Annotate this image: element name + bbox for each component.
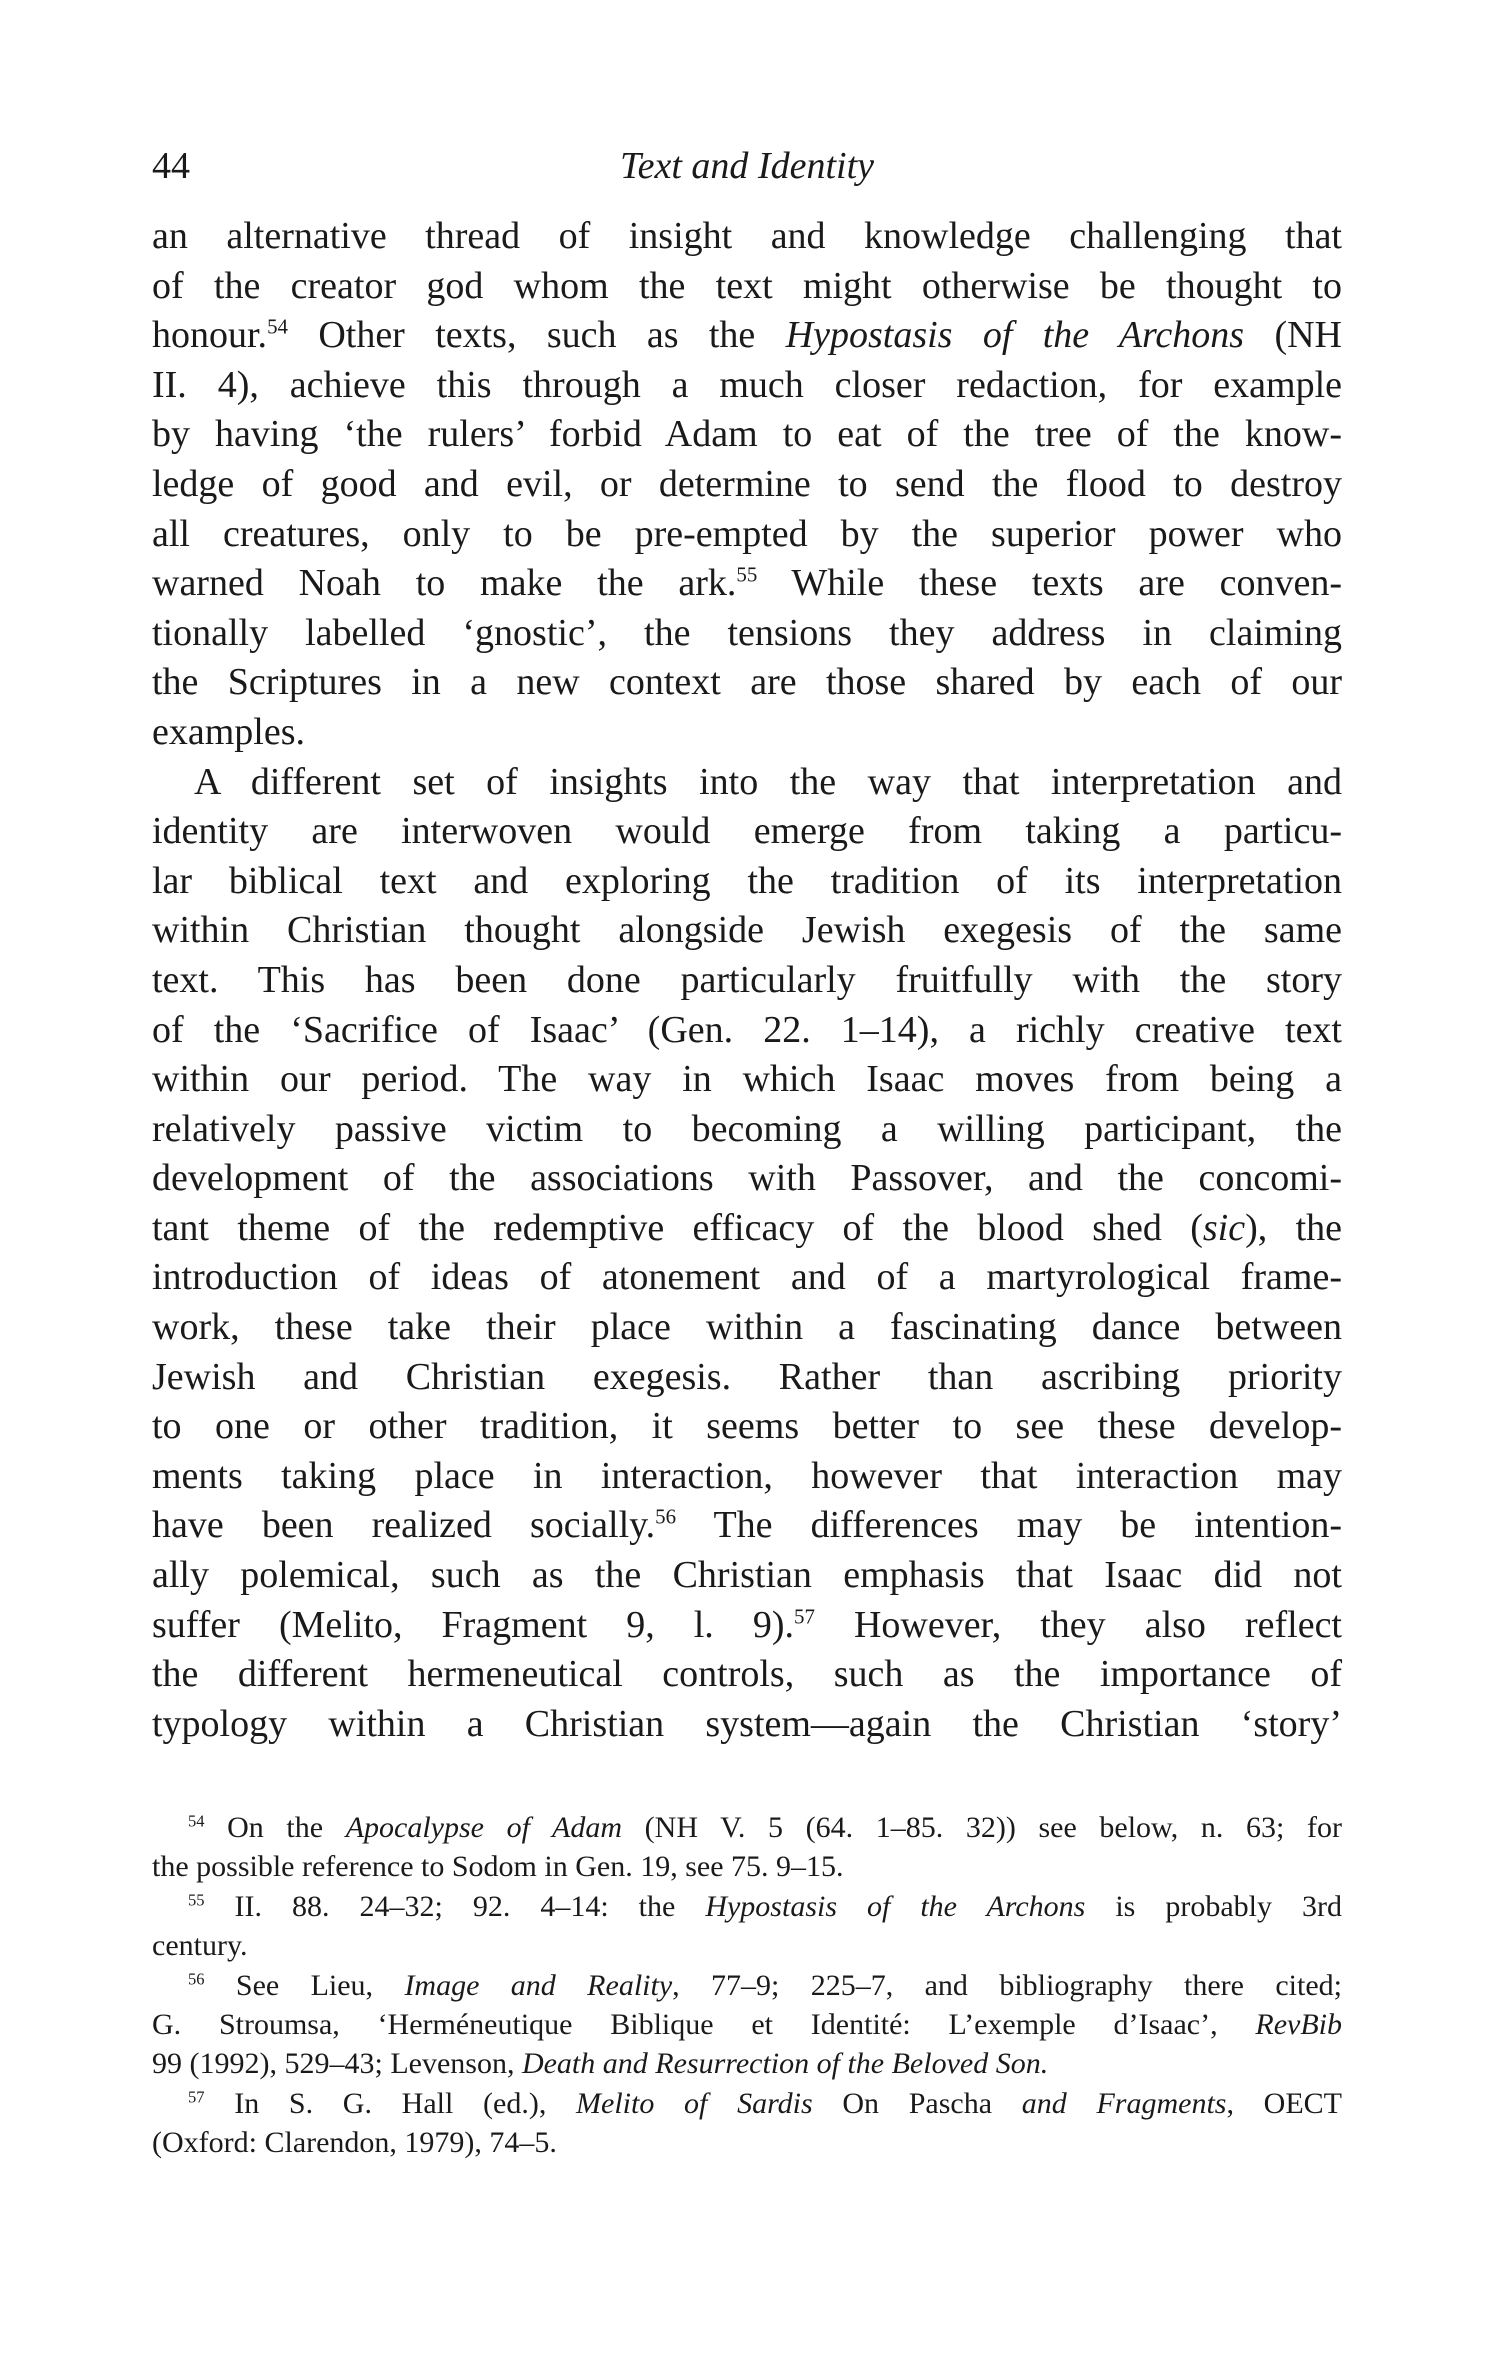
- text-line: of the creator god whom the text might otherwise be thought to: [152, 264, 1342, 307]
- text-line: within Christian thought alongside Jewish exegesis of the same: [152, 909, 1342, 952]
- footnotes: [152, 1808, 1342, 2163]
- text-line: work, these take their place within a fascinating dance between: [152, 1306, 1342, 1349]
- body-text: [152, 212, 1342, 1749]
- text-line: within our period. The way in which Isaac moves from being a: [152, 1058, 1342, 1101]
- text-line: identity are interwoven would emerge from taking a particu-: [152, 810, 1342, 853]
- footnote-55: $^{55}$ II. 88. 24–32; 92. 4–14: the Hypostasis of the Archons is probably 3rd century.: [152, 1889, 1342, 1963]
- running-head: [152, 142, 1342, 190]
- footnote-56: $^{56}$ See Lieu, Image and Reality, 77–9; 225–7, and bibliography there cited; G. Stroumsa, ‘Herméneutique Biblique et Identité: L’exemple d’Isaac’, RevBib 99 (1992), 529–43; Levenson, Death and Resurrection of the Beloved Son.: [152, 1968, 1342, 2081]
- footnote-number: 54: [188, 1811, 205, 1831]
- text-line: all creatures, only to be pre-empted by the superior power who: [152, 512, 1342, 555]
- text-line: ledge of good and evil, or determine to send the flood to destroy: [152, 462, 1342, 505]
- text-line: have been realized socially.$^{56}$ The differences may be intention-: [152, 1504, 1342, 1547]
- text-line: to one or other tradition, it seems better to see these develop-: [152, 1405, 1342, 1448]
- text-line: warned Noah to make the ark.$^{55}$ While these texts are conven-: [152, 562, 1342, 605]
- footnote-ref-56[interactable]: 56: [655, 1504, 677, 1529]
- footnote-ref-57[interactable]: 57: [794, 1604, 815, 1629]
- text-line: typology within a Christian system—again the Christian ‘story’: [152, 1702, 1342, 1745]
- footnote-57: $^{57}$ In S. G. Hall (ed.), Melito of Sardis On Pascha and Fragments, OECT (Oxford: Clarendon, 1979), 74–5.: [152, 2086, 1342, 2160]
- text-line: an alternative thread of insight and knowledge challenging that: [152, 215, 1342, 257]
- footnote-number: 56: [188, 1968, 205, 1988]
- text-line: examples.: [152, 710, 306, 753]
- page-number: 44: [152, 145, 190, 187]
- footnote-ref-54[interactable]: 54: [267, 314, 288, 339]
- text-line: Jewish and Christian exegesis. Rather than ascribing priority: [152, 1355, 1342, 1398]
- text-line: of the ‘Sacrifice of Isaac’ (Gen. 22. 1–14), a richly creative text: [152, 1008, 1342, 1051]
- text-line: honour.$^{54}$ Other texts, such as the Hypostasis of the Archons (NH: [152, 314, 1342, 357]
- text-line: the different hermeneutical controls, such as the importance of: [152, 1653, 1342, 1696]
- text-line: ally polemical, such as the Christian emphasis that Isaac did not: [152, 1554, 1342, 1597]
- footnote-number: 57: [188, 2087, 205, 2107]
- text-line: introduction of ideas of atonement and of a martyrological frame-: [152, 1256, 1342, 1299]
- footnote-number: 55: [188, 1890, 205, 1910]
- paragraph-start: A different set of insights into the way that interpretation and: [194, 760, 1342, 803]
- text-line: development of the associations with Passover, and the concomi-: [152, 1157, 1342, 1200]
- text-line: relatively passive victim to becoming a willing participant, the: [152, 1107, 1342, 1150]
- running-title: Text and Identity: [620, 145, 874, 187]
- text-line: by having ‘the rulers’ forbid Adam to eat of the tree of the know-: [152, 413, 1342, 456]
- text-line: tionally labelled ‘gnostic’, the tensions they address in claiming: [152, 611, 1342, 654]
- text-line: lar biblical text and exploring the tradition of its interpretation: [152, 859, 1342, 902]
- text-line: tant theme of the redemptive efficacy of the blood shed (sic), the: [152, 1206, 1342, 1249]
- footnote-54: $^{54}$ On the Apocalypse of Adam (NH V. 5 (64. 1–85. 32)) see below, n. 63; for the possible reference to Sodom in Gen. 19, see 75. 9–15.: [152, 1811, 1342, 1884]
- footnote-ref-55[interactable]: 55: [736, 562, 758, 587]
- text-line: suffer (Melito, Fragment 9, l. 9).$^{57}$ However, they also reflect: [152, 1603, 1342, 1646]
- text-line: ments taking place in interaction, however that interaction may: [152, 1454, 1342, 1497]
- text-line: text. This has been done particularly fruitfully with the story: [152, 958, 1342, 1001]
- text-line: II. 4), achieve this through a much closer redaction, for example: [152, 363, 1342, 406]
- text-line: the Scriptures in a new context are those shared by each of our: [152, 661, 1342, 704]
